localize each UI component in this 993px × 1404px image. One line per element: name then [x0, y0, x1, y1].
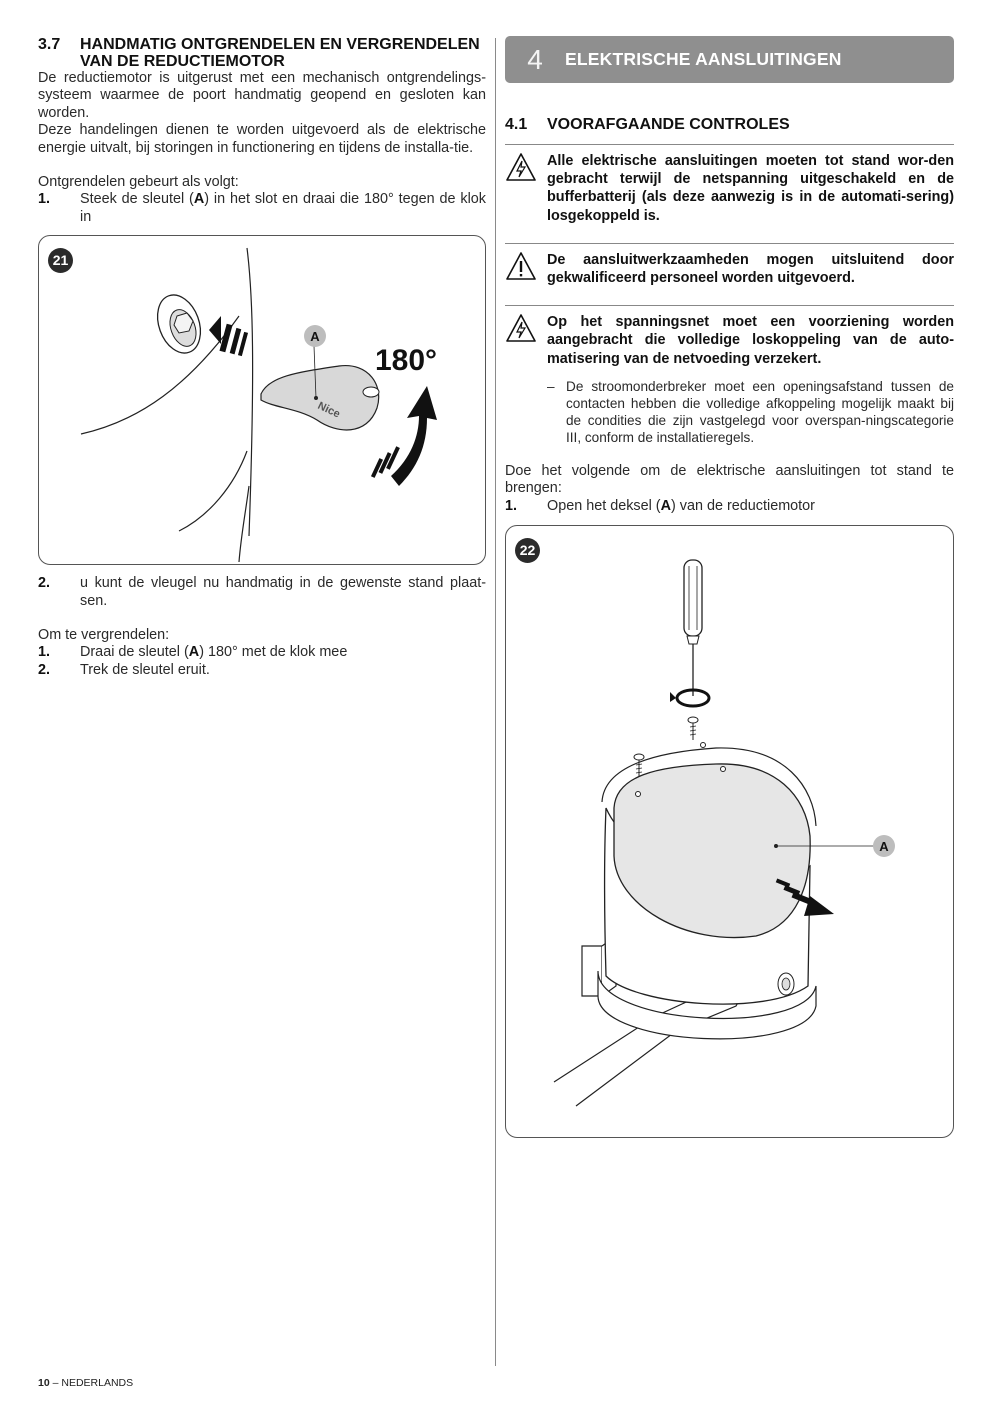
column-divider — [495, 38, 496, 1366]
warning-icon — [505, 251, 547, 287]
section-title: VOORAFGAANDE CONTROLES — [547, 116, 790, 133]
section-heading-3-7 — [38, 36, 486, 70]
chapter-title: ELEKTRISCHE AANSLUITINGEN — [565, 49, 842, 69]
footer-language: NEDERLANDS — [61, 1377, 134, 1389]
open-cover-step-1: 1. Open het deksel (A) van de reductiemotor — [505, 497, 815, 514]
cover-removal-illustration — [506, 526, 953, 1137]
unlock-step-1: 1. Steek de sleutel (A) in het slot en draai die 180° tegen de klok in — [38, 191, 486, 225]
lock-step-1: 1. Draai de sleutel (A) 180° met de klok mee — [38, 644, 348, 661]
page-number: 10 — [38, 1377, 50, 1389]
section-title: HANDMATIG ONTGRENDELEN EN VERGRENDELEN VAN DE REDUCTIEMOTOR — [80, 36, 480, 70]
rotation-angle-label: 180° — [375, 344, 438, 378]
page-footer: 10 – NEDERLANDS — [38, 1377, 134, 1389]
key-brand-label: Nice — [315, 400, 342, 421]
key-unlock-illustration — [39, 236, 485, 564]
figure-number-badge: 22 — [515, 538, 540, 563]
section-heading-4-1 — [505, 116, 954, 133]
figure-21 — [38, 235, 486, 565]
lock-step-2: 2. Trek de sleutel eruit. — [38, 661, 210, 678]
left-column — [38, 36, 486, 679]
warning-block-3: Op het spanningsnet moet een voorziening worden aangebracht die volledige loskoppeling van de auto-matisering van de netvoeding verzekert. — [505, 305, 954, 368]
label-a: A — [310, 329, 320, 345]
intro-paragraph-2: Deze handelingen dienen te worden uitgevoerd als de elektrische energie uitvalt, bij storingen in functionering en tijdens de installa-tie. — [38, 122, 486, 156]
warning-block-1: Alle elektrische aansluitingen moeten tot stand wor-den gebracht terwijl de netspanning uitgeschakeld en de bufferbatterij (als deze aanwezig is in de automati-sering) losgekoppeld is. — [505, 144, 954, 225]
label-a: A — [879, 839, 889, 855]
unlock-intro: Ontgrendelen gebeurt als volgt: — [38, 174, 239, 191]
steps-intro: Doe het volgende om de elektrische aansluitingen tot stand te brengen: — [505, 462, 954, 497]
section-number: 4.1 — [505, 116, 528, 133]
figure-number-badge: 21 — [48, 248, 73, 273]
section-number: 3.7 — [38, 36, 61, 53]
electric-hazard-icon — [505, 313, 547, 368]
lock-intro: Om te vergrendelen: — [38, 627, 170, 644]
warning-block-2: De aansluitwerkzaamheden mogen uitsluitend door gekwalificeerd personeel worden uitgevoerd. — [505, 243, 954, 287]
unlock-step-2: 2. u kunt de vleugel nu handmatig in de gewenste stand plaat-sen. — [38, 575, 486, 609]
chapter-banner — [505, 36, 954, 83]
chapter-number: 4 — [527, 43, 543, 75]
right-column — [505, 36, 954, 1138]
electric-hazard-icon — [505, 152, 547, 225]
intro-paragraph-1: De reductiemotor is uitgerust met een mechanisch ontgrendelings-systeem waarmee de poort handmatig geopend en gesloten kan worden. — [38, 70, 486, 121]
bullet-item: – De stroomonderbreker moet een openingsafstand tussen de contacten hebben die volledige afkoppeling mogelijk maakt bij de condities die zijn vastgelegd voor overspan-ningscategorie III, conform de installatieregels. — [547, 378, 954, 445]
figure-22 — [505, 525, 954, 1138]
